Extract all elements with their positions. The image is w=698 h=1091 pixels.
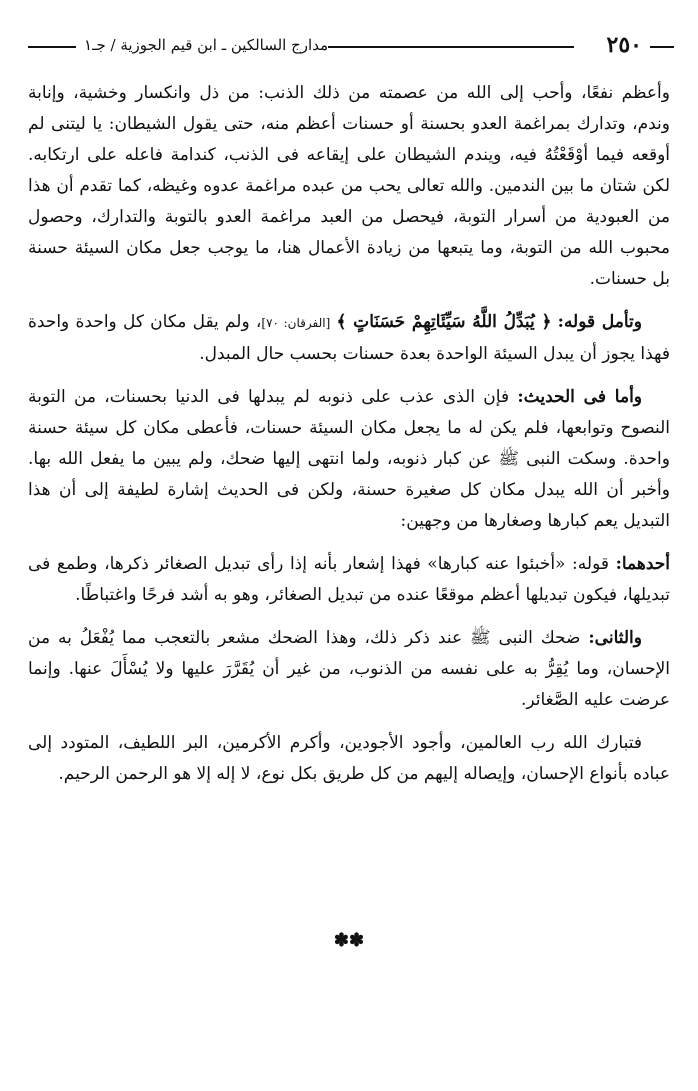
header-rule — [328, 46, 574, 48]
page-number: ٢٥٠ — [606, 32, 642, 58]
paragraph-5-text: ضحك النبى ﷺ عند ذكر ذلك، وهذا الضحك مشعر بالتعجب مما يُفْعَلُ به من الإحسان، وما يُقِرُّ به على نفسه من الذنوب، من غير أن يُقَرَّرَ عليها ولا يُسْأَلَ عنها. وإنما عرضت عليه الصَّغائر. — [28, 628, 670, 710]
header-dash-right — [650, 46, 674, 48]
paragraph-3-lead: وأما فى الحديث: — [517, 387, 642, 407]
page-header — [28, 30, 674, 66]
paragraph-1: وأعظم نفعًا، وأحب إلى الله من عصمته من ذلك الذنب: من ذل وانكسار وخشية، وإنابة وندم، وتدارك بمراغمة العدو بحسنة أو حسنات أعظم منه، حتى يقول الشيطان: يا ليتنى لم أوقعه فيما أوْقَعْتُهُ فيه، ويندم الشيطان على إيقاعه فى الذنب، كندامة فاعله على ارتكابه. لكن شتان ما بين الندمين. والله تعالى يحب من عبده مراغمة عدوه وغيظه، كما تقدم أن هذا من العبودية من أسرار التوبة، فيحصل من العبد مراغمة العدو بالتوبة والتدارك، وحصول محبوب الله من التوبة، وما يتبعها من زيادة الأعمال هنا، ما يوجب جعل مكان السيئة حسنة بل حسنات. — [28, 83, 670, 289]
section-end-ornament: ✽✽ — [333, 930, 365, 951]
paragraph-5 — [28, 623, 670, 716]
paragraph-2-text: ، ولم يقل مكان كل واحدة واحدة فهذا يجوز أن يبدل السيئة الواحدة بعدة حسنات بحسب حال المبدل. — [28, 312, 670, 364]
paragraph-3-text: فإن الذى عذب على ذنوبه لم يبدلها فى الدنيا بحسنات، من التوبة النصوح وتوابعها، فلم يكن له ما يجعل مكان السيئة حسنات، فأعطى مكان كل سيئة حسنة واحدة. وسكت النبى ﷺ عن كبار ذنوبه، ولما انتهى إليها ضحك، ولم يبين ما يفعل الله بها. وأخبر أن الله يبدل مكان كل صغيرة حسنة، ولكن فى الحديث إشارة لطيفة إلى أن هذا التبديل يعم كبارها وصغارها من وجهين: — [28, 387, 670, 531]
paragraph-4 — [28, 549, 670, 611]
verse-reference: [الفرقان: ٧٠] — [261, 316, 331, 330]
paragraph-4-text: قوله: «أخبئوا عنه كبارها» فهذا إشعار بأنه إذا رأى تبديل الصغائر ذكرها، وطمع فى تبديلها، فيكون تبديلها أعظم موقعًا عنده من تبديل الصغائر، وهو به أشد فرحًا واغتباطًا. — [28, 554, 670, 605]
page-body — [28, 78, 670, 802]
quran-verse: ﴿ يُبَدِّلُ اللَّهُ سَيِّئَاتِهِمْ حَسَنَاتٍ ﴾ — [336, 312, 552, 332]
paragraph-2 — [28, 307, 670, 370]
paragraph-4-lead: أحدهما: — [615, 554, 670, 574]
paragraph-2-lead: وتأمل قوله: — [557, 312, 642, 332]
paragraph-3 — [28, 382, 670, 537]
running-title: مدارج السالكين ـ ابن قيم الجوزية / جـ١ — [84, 36, 329, 54]
paragraph-6: فتبارك الله رب العالمين، وأجود الأجودين، وأكرم الأكرمين، البر اللطيف، المتودد إلى عباده بأنواع الإحسان، وإيصاله إليهم من كل طريق بكل نوع، لا إله إلا هو الرحمن الرحيم. — [28, 733, 670, 784]
paragraph-5-lead: والثانى: — [588, 628, 642, 648]
header-dash-left — [28, 46, 76, 48]
